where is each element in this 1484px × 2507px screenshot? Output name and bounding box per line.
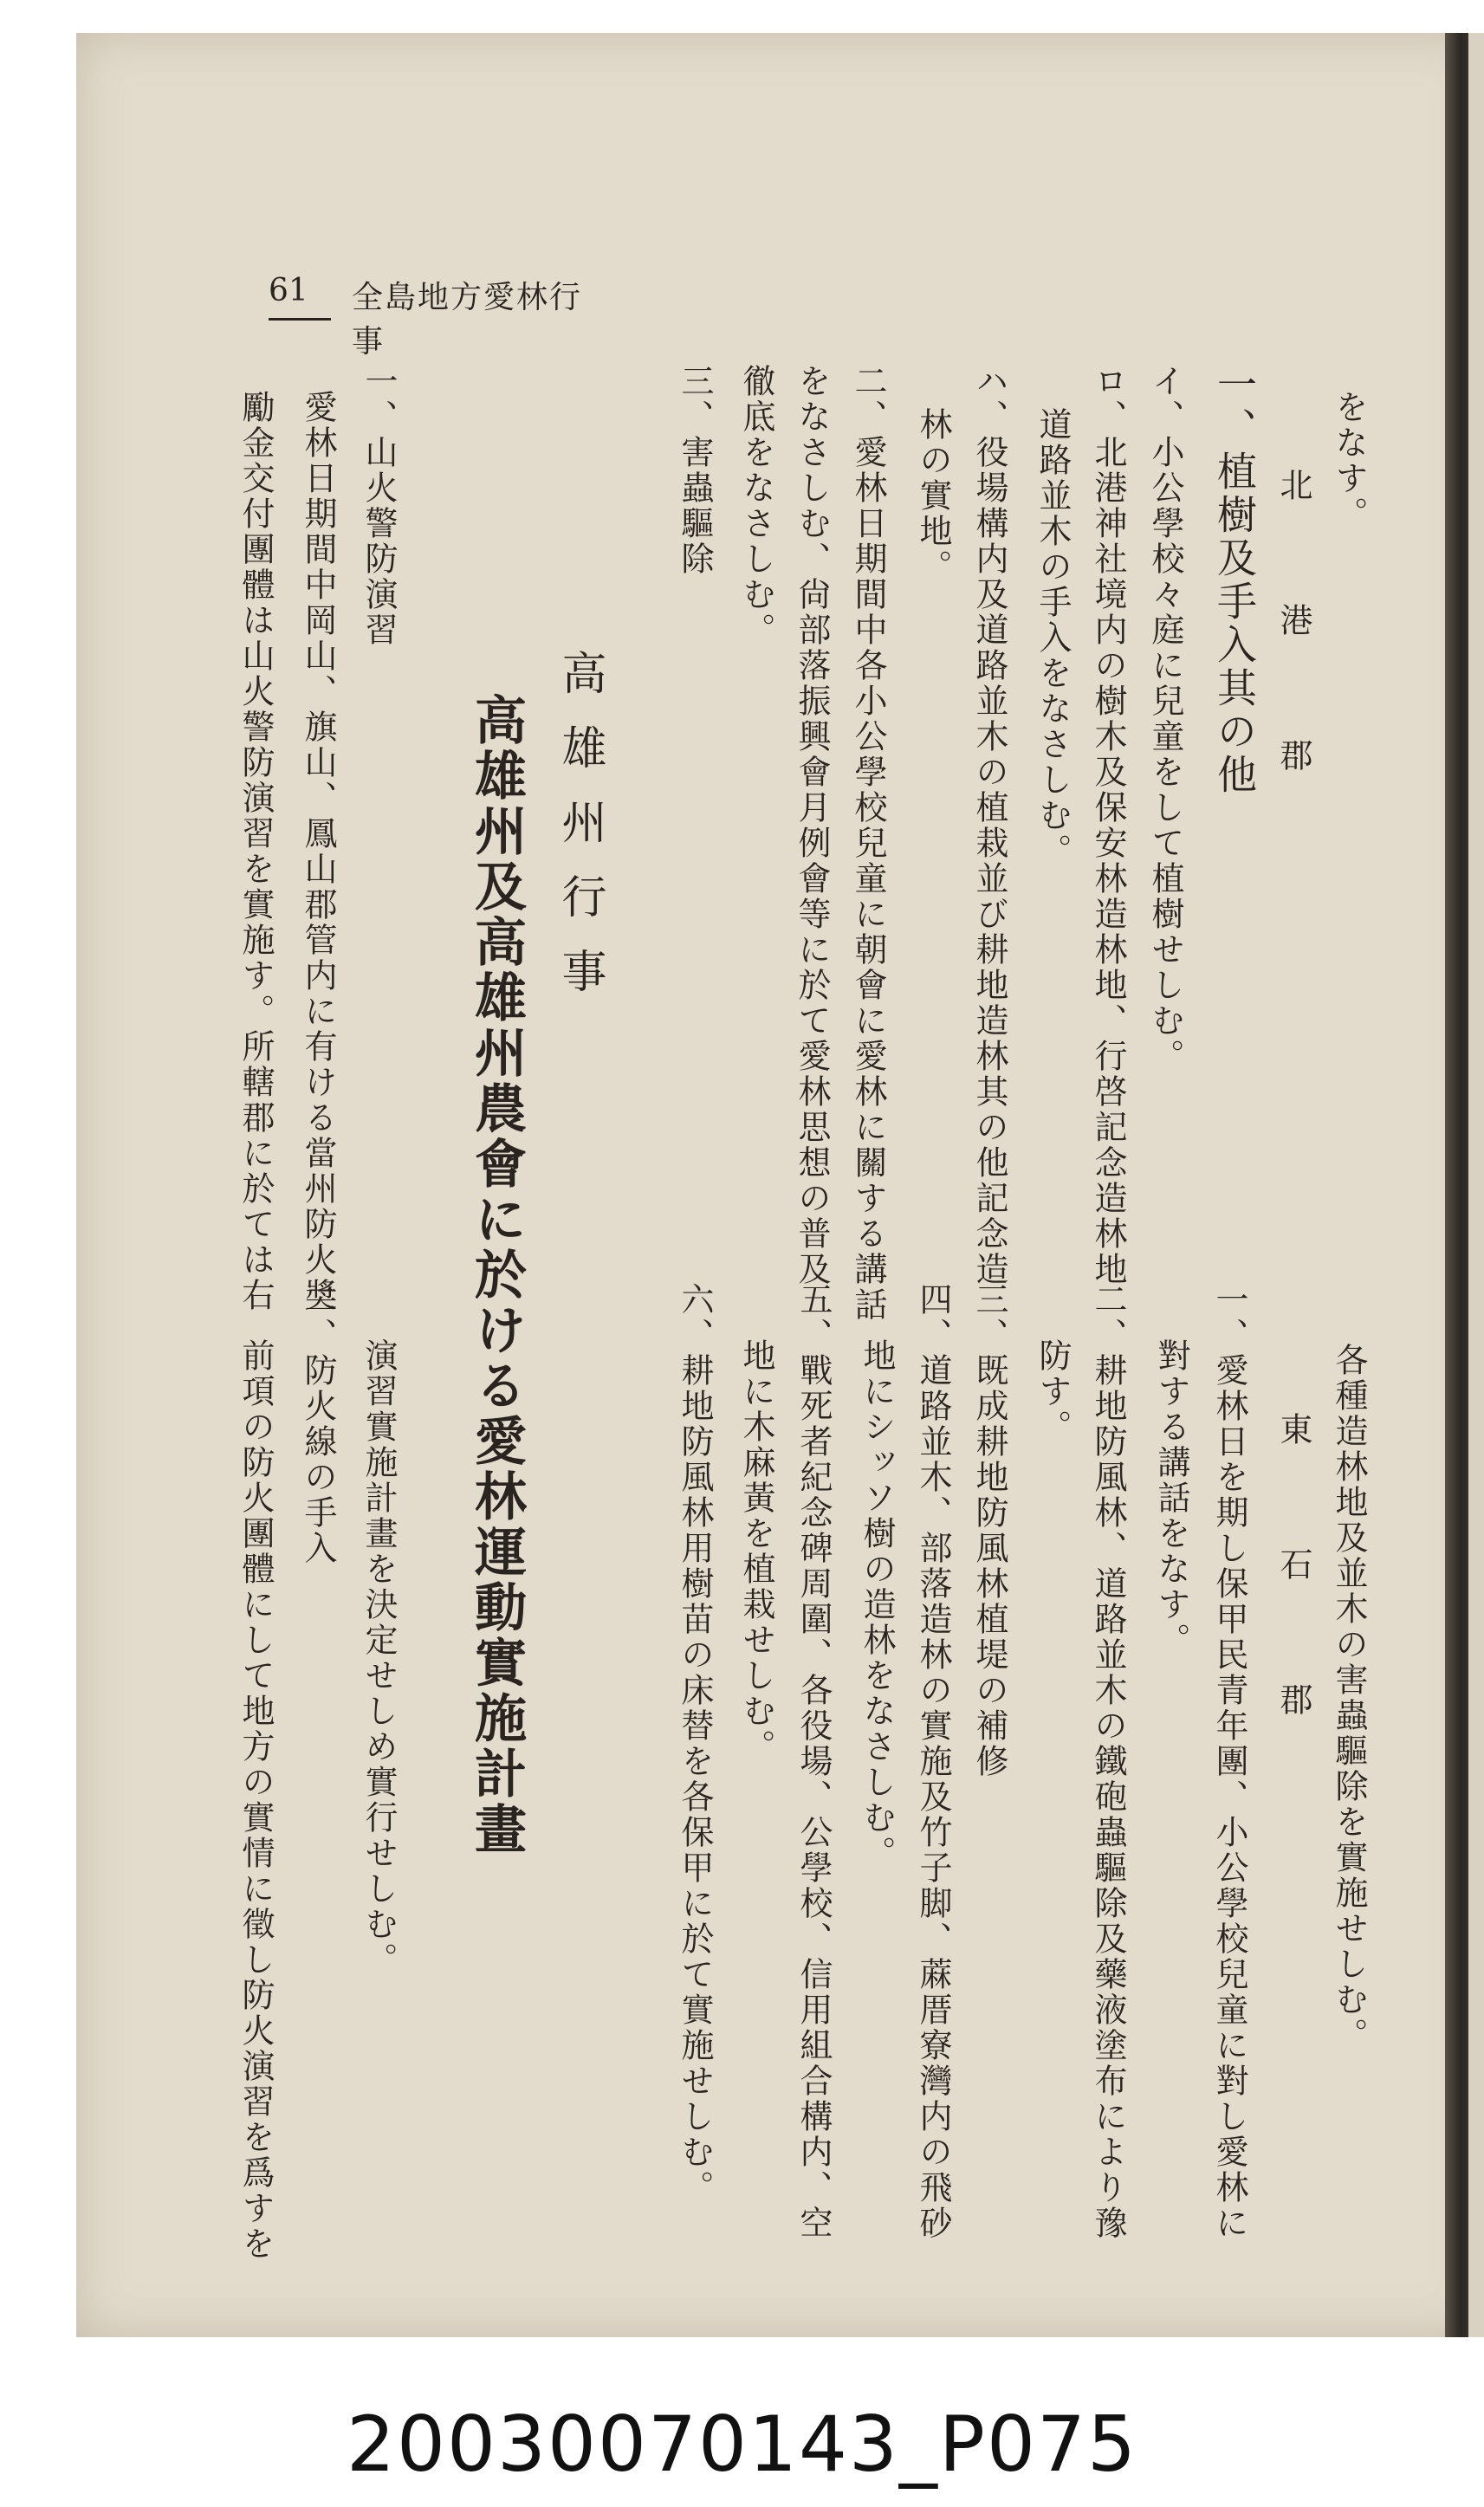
text-column: ハ、役場構内及道路並木の植栽並び耕地造林其の他記念造 bbox=[970, 364, 1008, 1287]
text-column: 六、耕地防風林用樹苗の床替を各保甲に於て實施せしむ。 bbox=[676, 1282, 714, 2206]
text-column: 地にシッソ樹の造林をなさしむ。 bbox=[858, 1338, 896, 1871]
item-heading: 一、植樹及手入其の他 bbox=[1211, 364, 1258, 797]
text-column: 地に木麻黃を植栽せしむ。 bbox=[737, 1338, 775, 1765]
page-number-rule bbox=[269, 318, 331, 321]
next-page-edge bbox=[1468, 33, 1484, 2337]
text-column: 四、道路並木、部落造林の實施及竹子脚、蔴厝寮灣内の飛砂 bbox=[914, 1282, 952, 2241]
text-column: 林の實地。 bbox=[914, 407, 952, 585]
archive-caption: 20030070143_P075 bbox=[347, 2400, 1137, 2489]
running-header bbox=[269, 273, 606, 360]
text-column: 三、既成耕地防風林植堤の補修 bbox=[970, 1282, 1008, 1779]
district-heading: 東 石 郡 bbox=[1274, 1412, 1312, 1750]
text-column: 二、愛林日期間中各小公學校兒童に朝會に愛林に關する講話 bbox=[849, 364, 887, 1323]
text-column: ロ、北港神社境内の樹木及保安林造林地、行啓記念造林地 bbox=[1089, 364, 1127, 1287]
text-column: をなさしむ、尙部落振興會月例會等に於て愛林思想の普及 bbox=[793, 364, 831, 1287]
item-heading: 二、防火線の手入 bbox=[299, 1282, 337, 1566]
text-column: をなす。 bbox=[1330, 390, 1368, 532]
text-column: 徹底をなさしむ。 bbox=[737, 364, 775, 648]
item-heading: 一、山火警防演習 bbox=[360, 364, 398, 648]
text-column: 道路並木の手入をなさしむ。 bbox=[1034, 407, 1072, 869]
article-title: 高雄州及高雄州農會に於ける愛林運動實施計畫 bbox=[466, 693, 527, 1857]
text-column: 五、戰死者紀念碑周圍、各役場、公學校、信用組合構内、空 bbox=[794, 1282, 833, 2241]
district-heading: 北 港 郡 bbox=[1274, 468, 1312, 806]
text-column: 愛林日期間中岡山、旗山、鳳山郡管内に有ける當州防火奬 bbox=[299, 390, 337, 1313]
text-column: イ、小公學校々庭に兒童をして植樹せしむ。 bbox=[1146, 364, 1184, 1074]
text-column: 一、愛林日を期し保甲民青年團、小公學校兒童に對し愛林に bbox=[1210, 1282, 1248, 2241]
text-column: 勵金交付團體は山火警防演習を實施す。所轄郡に於ては右 bbox=[237, 390, 275, 1313]
section-heading: 高雄州行事 bbox=[554, 650, 606, 1022]
text-column: 防す。 bbox=[1034, 1338, 1072, 1445]
text-column: 各種造林地及並木の害蟲驅除を實施せしむ。 bbox=[1330, 1343, 1368, 2053]
running-title: 全島地方愛林行事 bbox=[352, 280, 583, 360]
text-column: 演習實施計畫を決定せしめ實行せしむ。 bbox=[360, 1338, 398, 1978]
text-column: 三、害蟲驅除 bbox=[676, 364, 714, 577]
text-column: 二、耕地防風林、道路並木の鐵砲蟲驅除及藥液塗布により豫 bbox=[1089, 1282, 1127, 2241]
text-column: 對する講話をなす。 bbox=[1152, 1338, 1190, 1658]
page-number: 61 bbox=[269, 273, 308, 308]
text-column: 前項の防火團體にして地方の實情に徵し防火演習を爲すを bbox=[237, 1338, 275, 2262]
